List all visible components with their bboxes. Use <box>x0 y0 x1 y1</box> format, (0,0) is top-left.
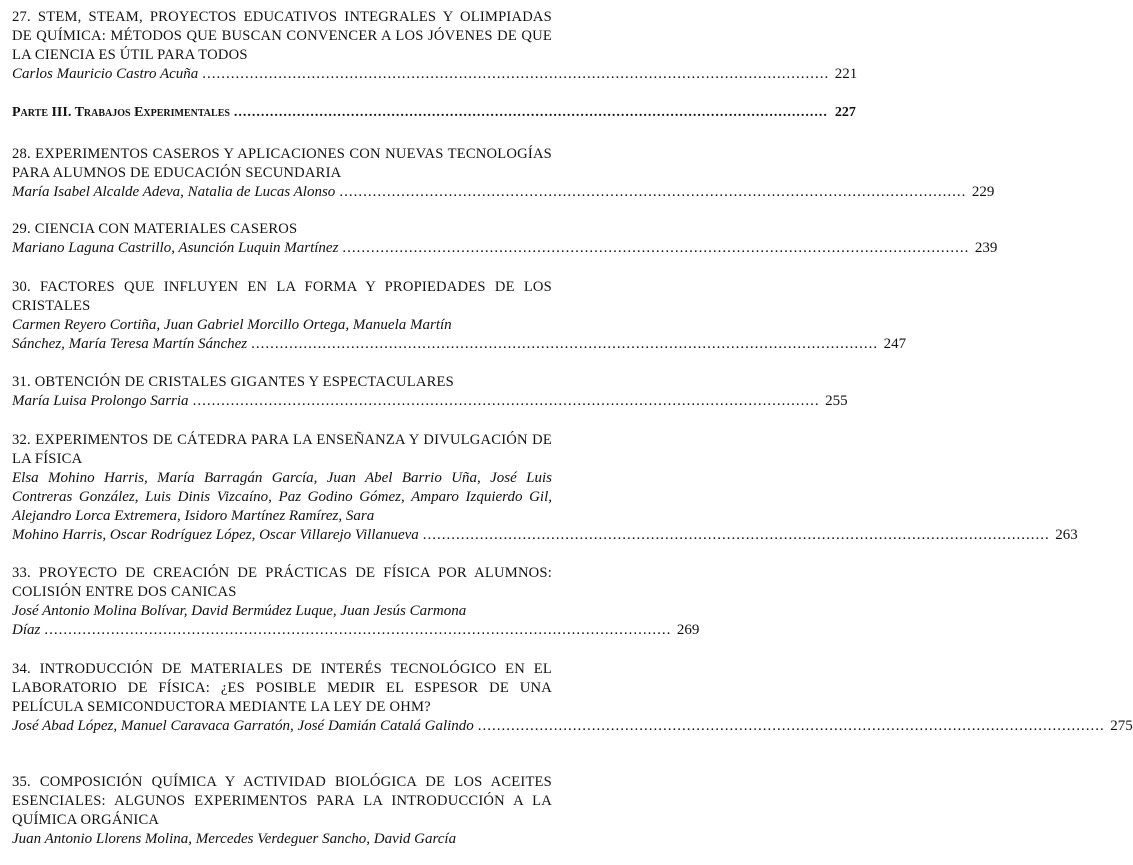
entry-author-line <box>12 717 1133 736</box>
entry-authors: José Abad López, Manuel Caravaca Garratón, José Damián Catalá Galindo <box>12 718 474 734</box>
entry-title: 27. STEM, STEAM, PROYECTOS EDUCATIVOS INTEGRALES Y OLIMPIADAS DE QUÍMICA: MÉTODOS QUE BUSCAN CONVENCER A LOS JÓVENES DE QUE LA CIENCIA ES ÚTIL PARA TODOS <box>12 9 552 63</box>
entry-title: 33. PROYECTO DE CREACIÓN DE PRÁCTICAS DE FÍSICA POR ALUMNOS: COLISIÓN ENTRE DOS CANICAS <box>12 565 552 600</box>
entry-authors: Mariano Laguna Castrillo, Asunción Luquin Martínez <box>12 240 339 256</box>
dot-leader: .................................................................................................................................... <box>342 240 970 256</box>
entry-title: 34. INTRODUCCIÓN DE MATERIALES DE INTERÉS TECNOLÓGICO EN EL LABORATORIO DE FÍSICA: ¿ES POSIBLE MEDIR EL ESPESOR DE UNA PELÍCULA SEMICONDUCTORA MEDIANTE LA LEY DE OHM? <box>12 661 552 715</box>
entry-author-line <box>12 65 858 84</box>
entry-page: 221 <box>834 66 858 82</box>
toc-entry-32 <box>12 431 1078 545</box>
dot-leader: .................................................................................................................................... <box>233 105 828 120</box>
entry-authors: Sánchez, María Teresa Martín Sánchez <box>12 336 248 352</box>
part-label: Parte III. Trabajos Experimentales <box>12 105 230 120</box>
entry-title: 29. CIENCIA CON MATERIALES CASEROS <box>12 221 298 237</box>
toc-entry-30 <box>12 278 907 354</box>
entry-authors: María Luisa Prolongo Sarria <box>12 393 189 409</box>
entry-authors: María Isabel Alcalde Adeva, Natalia de Lucas Alonso <box>12 184 336 200</box>
entry-title: 35. COMPOSICIÓN QUÍMICA Y ACTIVIDAD BIOLÓGICA DE LOS ACEITES ESENCIALES: ALGUNOS EXPERIMENTOS PARA LA INTRODUCCIÓN A LA QUÍMICA ORGÁNICA <box>12 774 552 828</box>
toc-entry-33 <box>12 564 700 640</box>
entry-author-line <box>12 526 1078 545</box>
entry-authors-lead: José Antonio Molina Bolívar, David Bermúdez Luque, Juan Jesús Carmona <box>12 603 467 619</box>
dot-leader: .................................................................................................................................... <box>477 718 1105 734</box>
entry-author-line <box>12 239 998 258</box>
entry-page: 247 <box>883 336 907 352</box>
entry-author-line <box>12 183 995 202</box>
part-page: 227 <box>834 105 856 120</box>
entry-page: 275 <box>1110 718 1133 734</box>
entry-title: 31. OBTENCIÓN DE CRISTALES GIGANTES Y ESPECTACULARES <box>12 374 454 390</box>
entry-page: 263 <box>1055 527 1078 543</box>
entry-author-line <box>12 392 848 411</box>
entry-author-line <box>12 621 700 640</box>
entry-title: 28. EXPERIMENTOS CASEROS Y APLICACIONES CON NUEVAS TECNOLOGÍAS PARA ALUMNOS DE EDUCACIÓN SECUNDARIA <box>12 146 552 181</box>
entry-authors: Carlos Mauricio Castro Acuña <box>12 66 199 82</box>
toc-part-heading <box>12 105 856 121</box>
dot-leader: .................................................................................................................................... <box>339 184 967 200</box>
entry-title: 30. FACTORES QUE INFLUYEN EN LA FORMA Y PROPIEDADES DE LOS CRISTALES <box>12 279 552 314</box>
dot-leader: .................................................................................................................................... <box>44 622 672 638</box>
toc-entry-31 <box>12 373 848 411</box>
entry-authors-lead: Carmen Reyero Cortiña, Juan Gabriel Morcillo Ortega, Manuela Martín <box>12 317 452 333</box>
entry-page: 239 <box>974 240 998 256</box>
entry-authors-lead: Juan Antonio Llorens Molina, Mercedes Verdeguer Sancho, David García <box>12 831 457 847</box>
toc-entry-29 <box>12 220 998 258</box>
entry-authors: Díaz <box>12 622 41 638</box>
toc-entry-34 <box>12 660 1133 736</box>
toc-entry-28 <box>12 145 995 202</box>
dot-leader: .................................................................................................................................... <box>251 336 879 352</box>
entry-author-line <box>12 335 907 354</box>
entry-title: 32. EXPERIMENTOS DE CÁTEDRA PARA LA ENSEÑANZA Y DIVULGACIÓN DE LA FÍSICA <box>12 432 552 467</box>
entry-page: 255 <box>825 393 848 409</box>
dot-leader: .................................................................................................................................... <box>202 66 830 82</box>
entry-page: 229 <box>971 184 995 200</box>
entry-authors: Mohino Harris, Oscar Rodríguez López, Oscar Villarejo Villanueva <box>12 527 419 543</box>
dot-leader: .................................................................................................................................... <box>192 393 820 409</box>
toc-entry-35 <box>12 773 552 849</box>
entry-page: 269 <box>676 622 700 638</box>
toc-entry-27 <box>12 8 858 84</box>
entry-authors-lead: Elsa Mohino Harris, María Barragán García, Juan Abel Barrio Uña, José Luis Contreras González, Luis Dinis Vizcaíno, Paz Godino Gómez, Amparo Izquierdo Gil, Alejandro Lorca Extremera, Isidoro Martínez Ramírez, Sara <box>12 470 552 524</box>
dot-leader: .................................................................................................................................... <box>422 527 1050 543</box>
